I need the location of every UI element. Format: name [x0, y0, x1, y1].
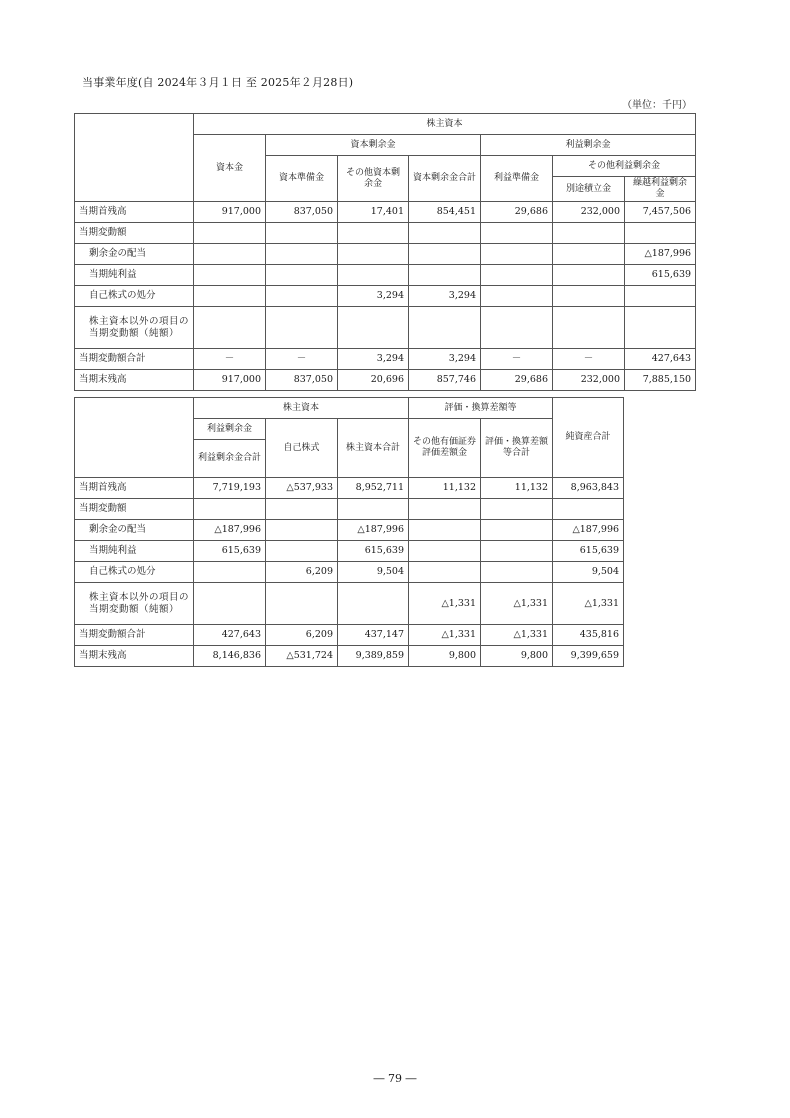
cell: △187,996 — [194, 520, 266, 541]
cell — [194, 307, 266, 349]
cell — [194, 499, 266, 520]
cell — [338, 223, 409, 244]
cell — [481, 244, 553, 265]
header-valuation-total: 評価・換算差額等合計 — [481, 419, 553, 478]
cell — [266, 307, 338, 349]
cell: 854,451 — [409, 202, 481, 223]
cell: △1,331 — [481, 583, 553, 625]
header-shareholders-equity: 株主資本 — [194, 114, 696, 135]
cell — [553, 265, 625, 286]
row-label: 当期首残高 — [75, 478, 194, 499]
cell: 17,401 — [338, 202, 409, 223]
cell: 917,000 — [194, 202, 266, 223]
header-general-reserve: 別途積立金 — [553, 177, 625, 202]
equity-statement-table-1 — [74, 113, 696, 391]
cell — [266, 583, 338, 625]
cell: △531,724 — [266, 646, 338, 667]
cell — [409, 562, 481, 583]
equity-statement-table-2 — [74, 397, 624, 667]
header-legal-retained-earnings: 利益準備金 — [481, 156, 553, 202]
cell: 7,457,506 — [625, 202, 696, 223]
cell: △1,331 — [409, 625, 481, 646]
cell — [553, 307, 625, 349]
cell — [338, 244, 409, 265]
cell — [266, 286, 338, 307]
cell: 9,504 — [553, 562, 624, 583]
cell — [481, 265, 553, 286]
cell: △1,331 — [481, 625, 553, 646]
header-capital-stock: 資本金 — [194, 135, 266, 202]
header-net-assets-total: 純資産合計 — [553, 398, 624, 478]
cell — [553, 286, 625, 307]
cell — [194, 265, 266, 286]
cell — [553, 223, 625, 244]
cell — [481, 499, 553, 520]
row-label: 当期末残高 — [75, 646, 194, 667]
row-label: 当期純利益 — [75, 265, 194, 286]
cell — [625, 307, 696, 349]
cell: 615,639 — [194, 541, 266, 562]
row-label: 当期末残高 — [75, 370, 194, 391]
header-shareholders-equity-total: 株主資本合計 — [338, 419, 409, 478]
cell: 427,643 — [194, 625, 266, 646]
header-retained-earnings: 利益剰余金 — [194, 419, 266, 440]
row-label: 当期変動額 — [75, 499, 194, 520]
unit-label: （単位：千円） — [622, 100, 692, 111]
cell: 20,696 — [338, 370, 409, 391]
header-capital-surplus: 資本剰余金 — [266, 135, 481, 156]
cell: 8,146,836 — [194, 646, 266, 667]
cell: － — [266, 349, 338, 370]
cell: 615,639 — [625, 265, 696, 286]
cell: 11,132 — [409, 478, 481, 499]
row-label: 株主資本以外の項目の当期変動額（純額） — [75, 307, 194, 349]
page-number: ― 79 ― — [373, 1072, 417, 1085]
cell: 9,800 — [481, 646, 553, 667]
cell: 615,639 — [553, 541, 624, 562]
cell: 837,050 — [266, 370, 338, 391]
cell: △1,331 — [553, 583, 624, 625]
cell: 8,963,843 — [553, 478, 624, 499]
header-retained-earnings: 利益剰余金 — [481, 135, 696, 156]
row-label: 当期変動額合計 — [75, 625, 194, 646]
cell — [481, 562, 553, 583]
cell: 6,209 — [266, 625, 338, 646]
cell — [625, 286, 696, 307]
header-other-capital-surplus: その他資本剰余金 — [338, 156, 409, 202]
cell: 232,000 — [553, 202, 625, 223]
cell — [409, 520, 481, 541]
header-treasury-stock: 自己株式 — [266, 419, 338, 478]
cell: 435,816 — [553, 625, 624, 646]
cell — [481, 286, 553, 307]
cell — [266, 499, 338, 520]
cell — [409, 244, 481, 265]
row-label: 剰余金の配当 — [75, 520, 194, 541]
cell: 3,294 — [338, 286, 409, 307]
row-label: 株主資本以外の項目の当期変動額（純額） — [75, 583, 194, 625]
cell: 9,389,859 — [338, 646, 409, 667]
cell — [481, 541, 553, 562]
cell — [409, 499, 481, 520]
row-label: 当期変動額 — [75, 223, 194, 244]
cell — [625, 223, 696, 244]
cell: － — [481, 349, 553, 370]
row-label: 当期純利益 — [75, 541, 194, 562]
cell: △187,996 — [625, 244, 696, 265]
header-retained-earnings-total: 利益剰余金合計 — [194, 440, 266, 478]
cell: 3,294 — [409, 286, 481, 307]
cell: △187,996 — [338, 520, 409, 541]
header-legal-capital-surplus: 資本準備金 — [266, 156, 338, 202]
row-label: 当期変動額合計 — [75, 349, 194, 370]
cell: 3,294 — [338, 349, 409, 370]
cell: 9,504 — [338, 562, 409, 583]
cell — [409, 265, 481, 286]
header-blank — [75, 398, 194, 478]
cell: 837,050 — [266, 202, 338, 223]
cell: 29,686 — [481, 202, 553, 223]
cell — [338, 265, 409, 286]
cell: 6,209 — [266, 562, 338, 583]
cell — [481, 223, 553, 244]
cell: 29,686 — [481, 370, 553, 391]
cell — [266, 265, 338, 286]
cell — [266, 520, 338, 541]
cell: － — [553, 349, 625, 370]
cell: 9,800 — [409, 646, 481, 667]
cell: 8,952,711 — [338, 478, 409, 499]
header-blank — [75, 114, 194, 202]
cell — [194, 286, 266, 307]
cell: 7,719,193 — [194, 478, 266, 499]
cell: △537,933 — [266, 478, 338, 499]
cell: 427,643 — [625, 349, 696, 370]
cell — [266, 244, 338, 265]
row-label: 当期首残高 — [75, 202, 194, 223]
cell: 7,885,150 — [625, 370, 696, 391]
cell — [409, 307, 481, 349]
header-capital-surplus-total: 資本剰余金合計 — [409, 156, 481, 202]
cell — [338, 307, 409, 349]
cell — [194, 223, 266, 244]
cell: 3,294 — [409, 349, 481, 370]
cell: － — [194, 349, 266, 370]
cell: 232,000 — [553, 370, 625, 391]
cell — [338, 499, 409, 520]
cell: 857,746 — [409, 370, 481, 391]
cell: 437,147 — [338, 625, 409, 646]
cell: △1,331 — [409, 583, 481, 625]
cell — [409, 541, 481, 562]
cell — [194, 244, 266, 265]
cell — [194, 583, 266, 625]
cell — [266, 541, 338, 562]
cell: 917,000 — [194, 370, 266, 391]
cell — [481, 520, 553, 541]
row-label: 自己株式の処分 — [75, 562, 194, 583]
header-securities-valuation: その他有価証券評価差額金 — [409, 419, 481, 478]
cell — [481, 307, 553, 349]
cell: 9,399,659 — [553, 646, 624, 667]
cell — [553, 499, 624, 520]
cell: 11,132 — [481, 478, 553, 499]
row-label: 自己株式の処分 — [75, 286, 194, 307]
cell — [194, 562, 266, 583]
cell — [266, 223, 338, 244]
row-label: 剰余金の配当 — [75, 244, 194, 265]
cell — [338, 583, 409, 625]
cell — [553, 244, 625, 265]
cell: △187,996 — [553, 520, 624, 541]
cell — [409, 223, 481, 244]
header-valuation-translation: 評価・換算差額等 — [409, 398, 553, 419]
period-heading: 当事業年度(自 2024年３月１日 至 2025年２月28日) — [82, 76, 354, 89]
cell: 615,639 — [338, 541, 409, 562]
header-other-retained-earnings: その他利益剰余金 — [553, 156, 696, 177]
header-shareholders-equity: 株主資本 — [194, 398, 409, 419]
header-retained-earnings-brought-forward: 繰越利益剰余金 — [625, 177, 696, 202]
